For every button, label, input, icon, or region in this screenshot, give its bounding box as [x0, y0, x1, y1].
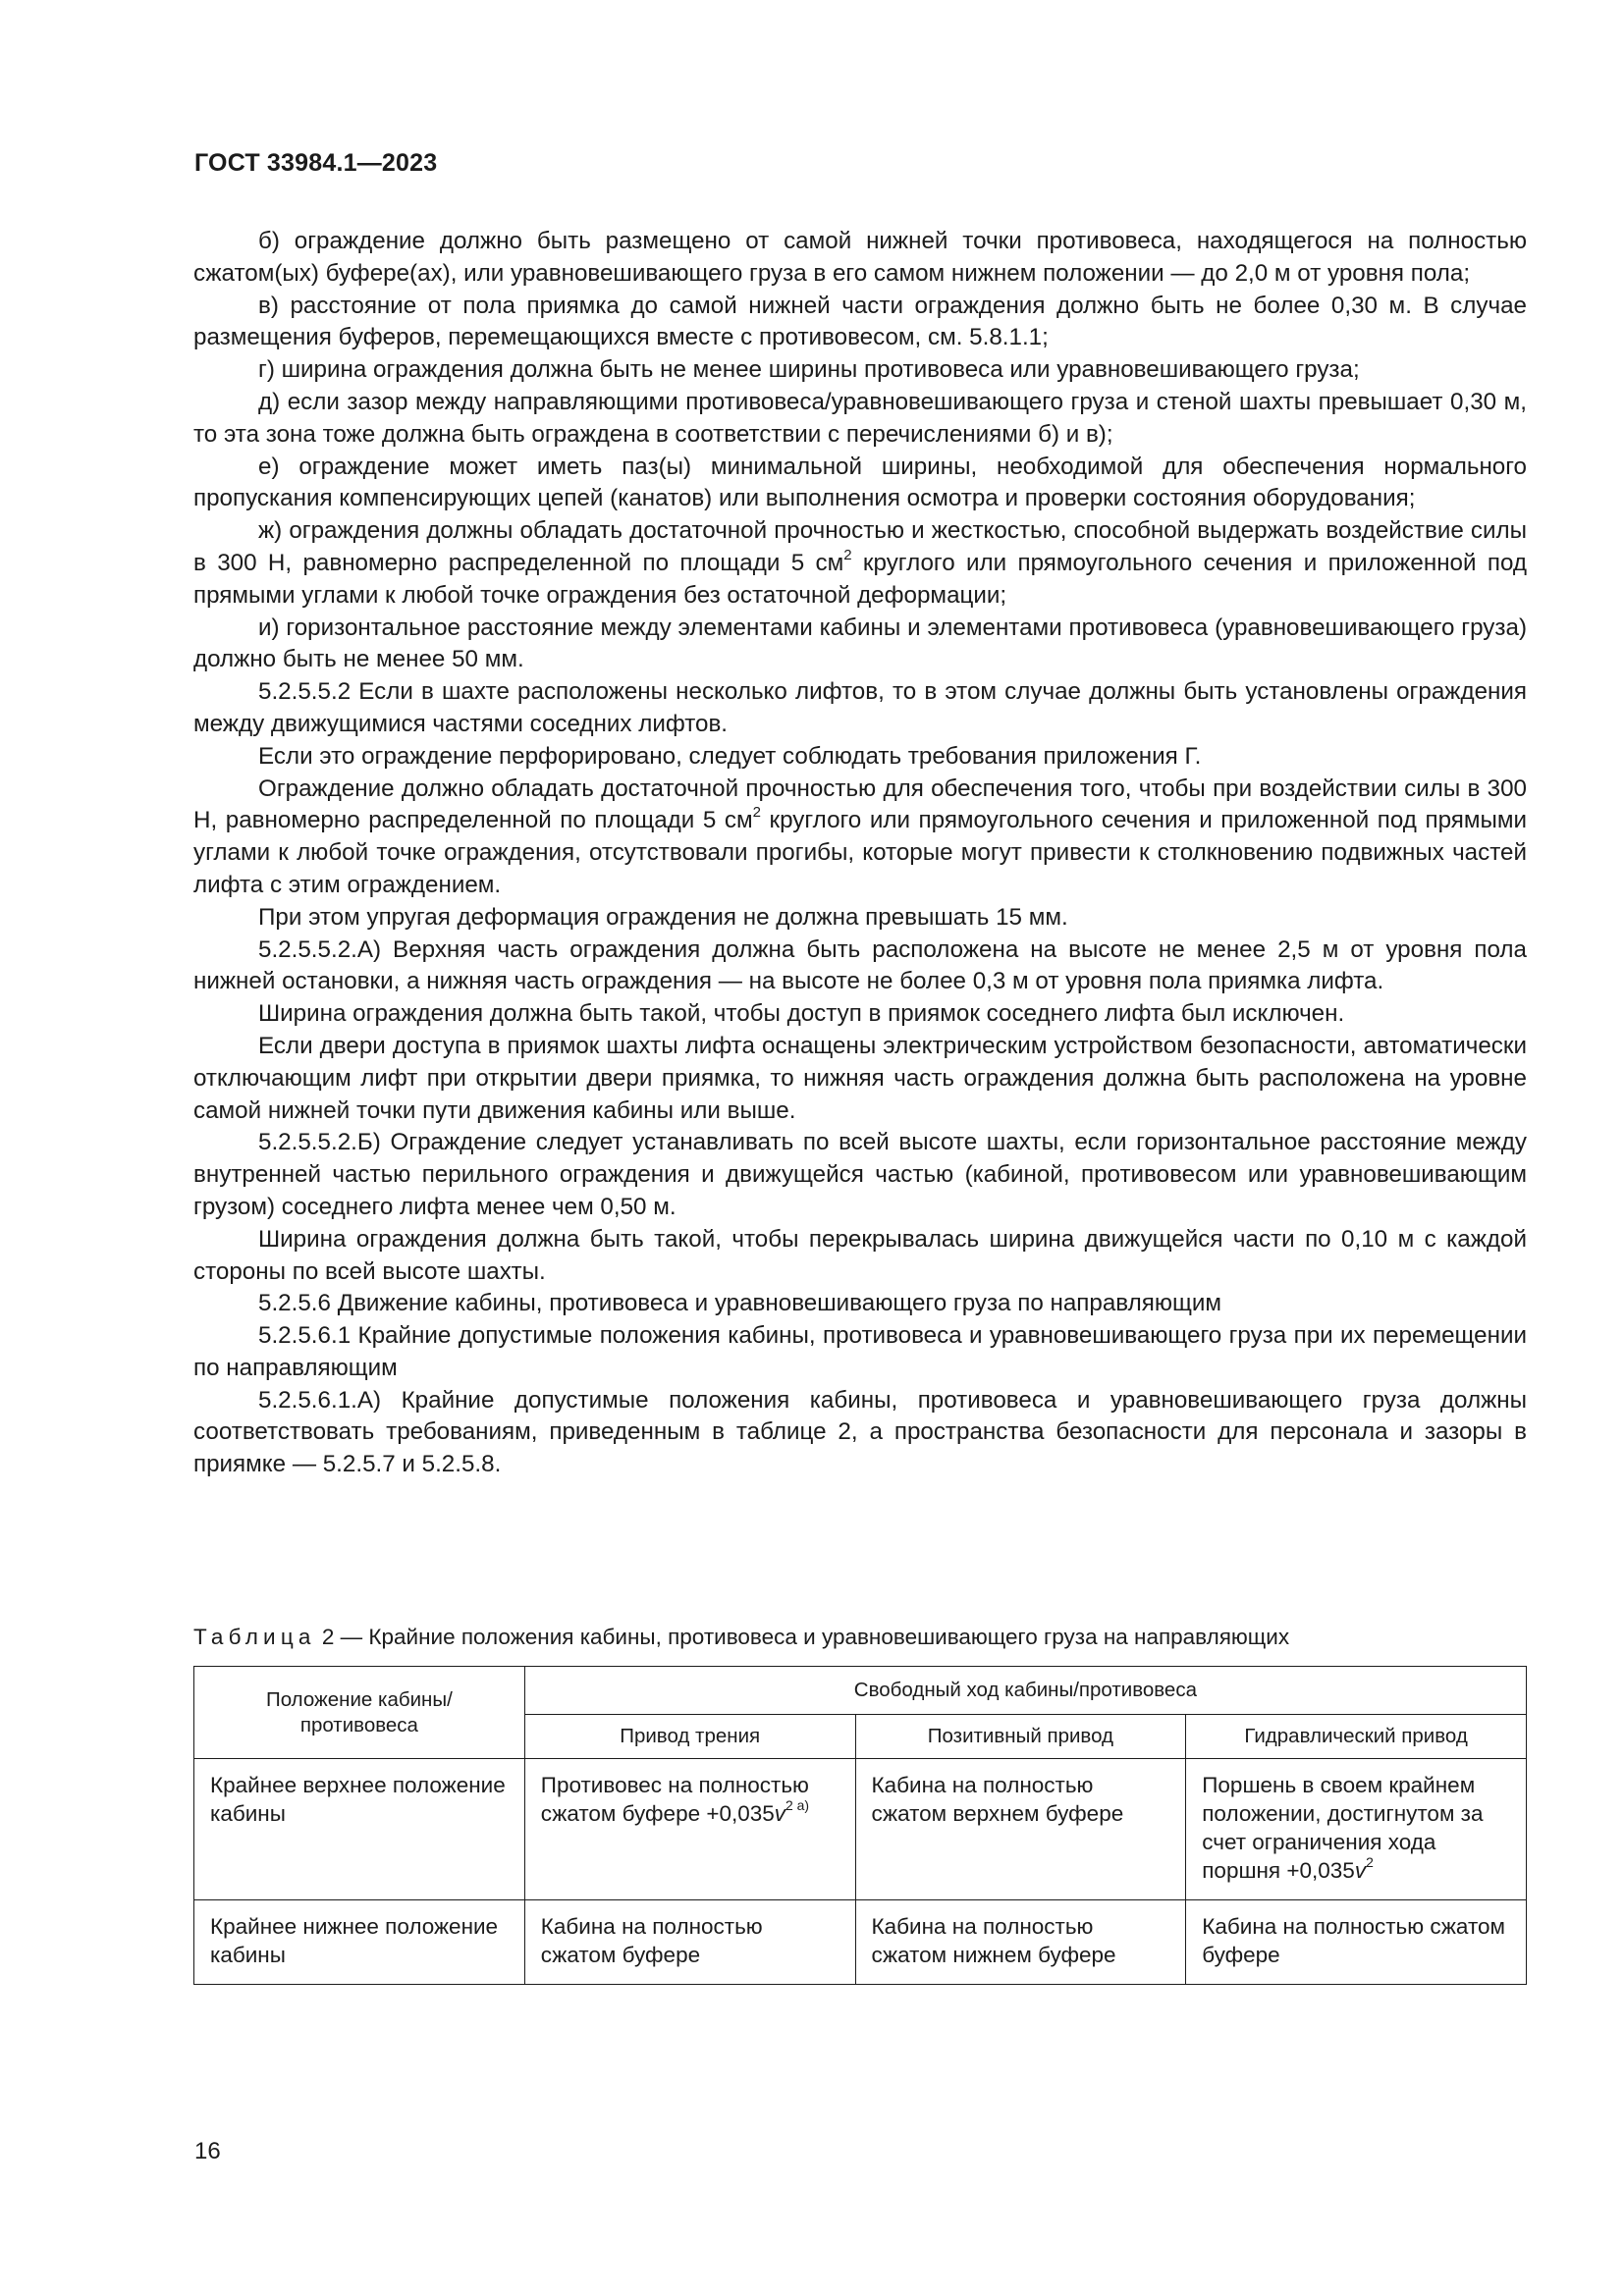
table-header-row [194, 1667, 1527, 1715]
cell-text: Противовес на полностью сжатом буфере +0,035 [540, 1773, 809, 1826]
paragraph: 5.2.5.6.1 Крайние допустимые положения кабины, противовеса и уравновешивающего груза при их перемещении по направляющим [193, 1322, 1527, 1381]
paragraph-text: круглого или прямоугольного сечения и приложенной под прямыми углами к любой точке ограждения без остаточной деформации; [193, 549, 1528, 609]
table-cell: Крайнее нижнее положение кабины [194, 1900, 525, 1985]
paragraph-text: Ограждение должно обладать достаточной прочностью для обеспечения того, чтобы при воздействии силы в 300 Н, равномерно распределенной по площади 5 см [193, 774, 1527, 834]
paragraph: Ширина ограждения должна быть такой, чтобы перекрывалась ширина движущейся части по 0,10 м с каждой стороны по всей высоте шахты. [193, 1225, 1527, 1285]
paragraph: и) горизонтальное расстояние между элементами кабины и элементами противовеса (уравновешивающего груза) должно быть не менее 50 мм. [193, 614, 1527, 673]
velocity-symbol: v [1354, 1858, 1367, 1883]
document-header: ГОСТ 33984.1—2023 [194, 149, 438, 177]
column-header-friction-drive: Привод трения [524, 1715, 855, 1759]
paragraph: е) ограждение может иметь паз(ы) минимальной ширины, необходимой для обеспечения нормального пропускания компенсирующих цепей (канатов) или выполнения осмотра и проверки состояния оборудования; [193, 453, 1527, 512]
paragraph: 5.2.5.5.2.А) Верхняя часть ограждения должна быть расположена на высоте не менее 2,5 м от уровня пола нижней остановки, а нижняя часть ограждения — на высоте не более 0,3 м от уровня пола приямка лифта. [193, 935, 1527, 995]
table-cell [1186, 1759, 1527, 1900]
velocity-symbol: v [774, 1801, 786, 1826]
table-cell: Кабина на полностью сжатом буфере [1186, 1900, 1527, 1985]
body-text [193, 226, 1527, 1481]
superscript: 2 [752, 804, 761, 822]
superscript: 2 а) [785, 1797, 810, 1814]
page-number: 16 [194, 2138, 221, 2164]
table-caption [193, 1625, 1289, 1650]
superscript: 2 [843, 546, 852, 563]
table-caption-label: Таблица [193, 1625, 316, 1649]
column-header-hydraulic-drive: Гидравлический привод [1186, 1715, 1527, 1759]
superscript: 2 [1366, 1854, 1374, 1871]
paragraph-text: ж) ограждения должны обладать достаточной прочностью и жесткостью, способной выдержать воздействие силы в 300 Н, равномерно распределенной по площади 5 см [193, 517, 1527, 576]
table-caption-text: 2 — Крайние положения кабины, противовеса и уравновешивающего груза на направляющих [315, 1625, 1290, 1649]
table-cell: Кабина на полностью сжатом верхнем буфере [855, 1759, 1186, 1900]
paragraph: 5.2.5.6 Движение кабины, противовеса и уравновешивающего груза по направляющим [258, 1290, 1221, 1317]
table-cell: Кабина на полностью сжатом буфере [524, 1900, 855, 1985]
table-cell: Кабина на полностью сжатом нижнем буфере [855, 1900, 1186, 1985]
paragraph: Если двери доступа в приямок шахты лифта оснащены электрическим устройством безопасности, автоматически отключающим лифт при открытии двери приямка, то нижняя часть ограждения должна быть расположена на уровне самой нижней точки пути движения кабины или выше. [193, 1032, 1527, 1124]
paragraph: г) ширина ограждения должна быть не менее ширины противовеса или уравновешивающего груза; [258, 356, 1360, 384]
table-cell: Крайнее верхнее положение кабины [194, 1759, 525, 1900]
positions-table [193, 1666, 1527, 1985]
column-header-position: Положение кабины/ противовеса [194, 1667, 525, 1759]
paragraph: 5.2.5.5.2 Если в шахте расположены несколько лифтов, то в этом случае должны быть установлены ограждения между движущимися частями соседних лифтов. [193, 678, 1527, 737]
paragraph: в) расстояние от пола приямка до самой нижней части ограждения должно быть не более 0,30 м. В случае размещения буферов, перемещающихся вместе с противовесом, см. 5.8.1.1; [193, 292, 1527, 351]
paragraph: б) ограждение должно быть размещено от самой нижней точки противовеса, находящегося на полностью сжатом(ых) буфере(ах), или уравновешивающего груза в его самом нижнем положении — до 2,0 м от уровня пола; [193, 228, 1527, 287]
table-cell [524, 1759, 855, 1900]
column-header-positive-drive: Позитивный привод [855, 1715, 1186, 1759]
table-row [194, 1759, 1527, 1900]
cell-text: Поршень в своем крайнем положении, достигнутом за счет ограничения хода поршня +0,035 [1202, 1773, 1484, 1883]
paragraph [193, 774, 1527, 902]
table-row [194, 1900, 1527, 1985]
paragraph: 5.2.5.5.2.Б) Ограждение следует устанавливать по всей высоте шахты, если горизонтальное расстояние между внутренней частью перильного ограждения и движущейся частью (кабиной, противовесом или уравновешивающим грузом) соседнего лифта менее чем 0,50 м. [193, 1129, 1527, 1220]
paragraph: д) если зазор между направляющими противовеса/уравновешивающего груза и стеной шахты превышает 0,30 м, то эта зона тоже должна быть ограждена в соответствии с перечислениями б) и в); [193, 388, 1527, 448]
column-header-free-travel: Свободный ход кабины/противовеса [524, 1667, 1526, 1715]
paragraph-text: круглого или прямоугольного сечения и приложенной под прямыми углами к любой точке ограждения, отсутствовали прогибы, которые могут привести к столкновению подвижных частей лифта с этим ограждением. [193, 807, 1528, 898]
paragraph [193, 515, 1527, 612]
paragraph: При этом упругая деформация ограждения не должна превышать 15 мм. [258, 903, 1068, 931]
paragraph: 5.2.5.6.1.А) Крайние допустимые положения кабины, противовеса и уравновешивающего груза должны соответствовать требованиям, приведенным в таблице 2, а пространства безопасности для персонала и зазоры в приямке — 5.2.5.7 и 5.2.5.8. [193, 1386, 1527, 1478]
paragraph: Ширина ограждения должна быть такой, чтобы доступ в приямок соседнего лифта был исключен. [258, 1000, 1345, 1028]
paragraph: Если это ограждение перфорировано, следует соблюдать требования приложения Г. [258, 742, 1202, 770]
